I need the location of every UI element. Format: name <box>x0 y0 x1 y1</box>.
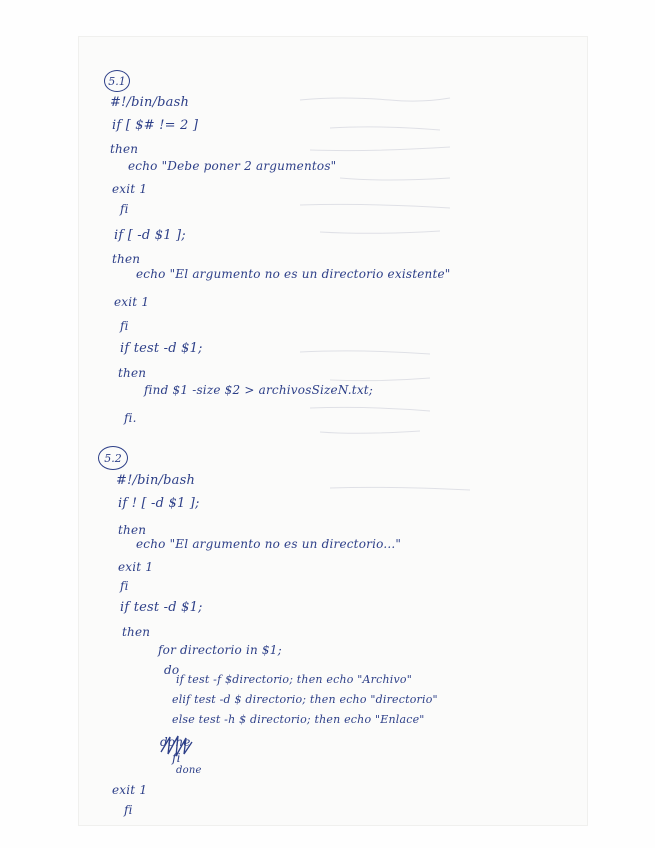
code-line: fi <box>172 751 181 765</box>
code-line: find $1 -size $2 > archivosSizeN.txt; <box>144 383 374 397</box>
code-line: exit 1 <box>112 783 148 797</box>
code-line: do <box>164 663 180 677</box>
code-line: if test -d $1; <box>120 600 203 615</box>
code-line: exit 1 <box>118 560 154 574</box>
code-line: if [ $# != 2 ] <box>112 118 199 133</box>
code-line: for directorio in $1; <box>158 643 282 657</box>
exercise-number-5-1: 5.1 <box>104 70 130 92</box>
code-line: if [ -d $1 ]; <box>114 228 186 243</box>
code-line: then <box>122 625 151 639</box>
code-line: exit 1 <box>112 182 148 196</box>
code-line: echo "El argumento no es un directorio..." <box>136 537 402 551</box>
code-line: #!/bin/bash <box>110 95 190 110</box>
code-line: if test -f $directorio; then echo "Archivo" <box>176 673 412 686</box>
code-line: echo "Debe poner 2 argumentos" <box>128 159 337 173</box>
code-line: fi. <box>124 411 137 425</box>
code-line: exit 1 <box>114 295 150 309</box>
code-line: if ! [ -d $1 ]; <box>118 496 200 511</box>
code-line: then <box>118 523 147 537</box>
code-line: echo "El argumento no es un directorio existente" <box>136 267 451 281</box>
crossed-out-code-line: done <box>160 735 191 749</box>
code-line: #!/bin/bash <box>116 473 196 488</box>
code-line: fi <box>120 202 129 216</box>
code-line: then <box>118 366 147 380</box>
code-line: fi <box>120 579 129 593</box>
exercise-number-5-2: 5.2 <box>98 446 128 470</box>
code-line: else test -h $ directorio; then echo "Enlace" <box>172 713 425 726</box>
code-line: if test -d $1; <box>120 341 203 356</box>
code-line: done <box>176 765 202 776</box>
code-line: then <box>112 252 141 266</box>
code-line: fi <box>124 803 133 817</box>
code-line: fi <box>120 319 129 333</box>
code-line: elif test -d $ directorio; then echo "directorio" <box>172 693 438 706</box>
code-line: then <box>110 142 139 156</box>
